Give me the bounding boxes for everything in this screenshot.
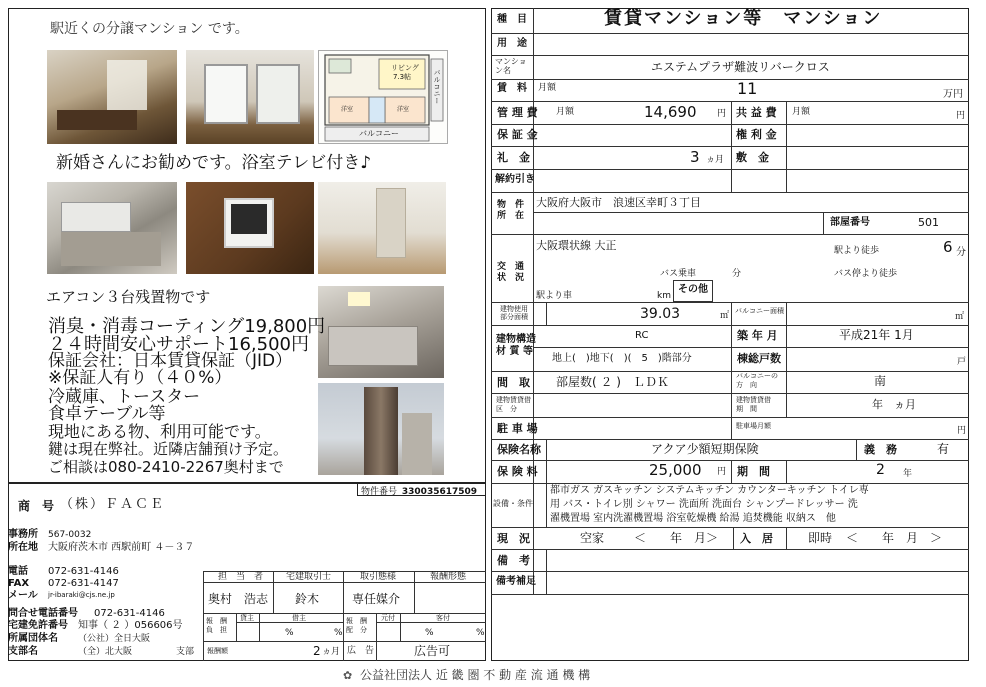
photo-kitchen (47, 182, 177, 274)
structure-value: RC (635, 330, 649, 341)
photo-floorplan (318, 50, 448, 144)
headline: 駅近くの分譲マンション です。 (50, 21, 249, 37)
rent-label: 賃 料 (497, 83, 527, 94)
note-line-2: ２４時間安心サポート16,500円 (48, 334, 309, 355)
fee-owner-label: 貸主 (240, 614, 254, 622)
walk-label: 駅より徒歩 (834, 246, 880, 256)
bus-walk-label: バス停より徒歩 (834, 269, 898, 279)
photo-window-room (186, 50, 314, 144)
floorplan-living: リビング (391, 64, 419, 72)
duty-value: 有 (937, 442, 950, 456)
floorplan-balcony-side: バルコニー (433, 69, 441, 104)
built-label: 築 年 月 (737, 329, 778, 342)
fee-amount-unit: ヵ月 (322, 647, 341, 657)
walk-minutes: 6 (943, 238, 953, 256)
other-label: その他 (678, 284, 708, 295)
assoc-name: （公社）全日大阪 (78, 634, 151, 644)
fee-amount: 2 (313, 644, 321, 658)
lease-period-label: 建物賃貸借 期 間 (736, 396, 771, 414)
parking-fee-label: 駐車場月額 (736, 422, 771, 430)
direction-label: バルコニーの 方 向 (736, 372, 778, 390)
branch-label: 支部名 (8, 646, 38, 657)
period-label: 期 間 (737, 465, 770, 478)
duty-label: 義 務 (864, 443, 897, 456)
walk-unit: 分 (956, 247, 966, 258)
note-line-3: 保証会社：日本賃貸保証（JID） (48, 351, 293, 371)
km-unit: km (657, 291, 671, 301)
remarks-label: 備 考 (497, 554, 530, 567)
agent-broker: 鈴木 (295, 592, 320, 606)
status-label: 現 況 (497, 532, 530, 545)
ins-fee-label: 保 険 料 (497, 465, 538, 478)
mgmt-value: 14,690 (644, 103, 697, 121)
floorplan-living-size: 7.3帖 (393, 73, 412, 81)
transport-label: 交 通 状 況 (497, 262, 525, 283)
structure-label: 建物構造 材 質 等 (496, 334, 536, 357)
area-unit: ㎡ (720, 311, 730, 321)
tel-label: 電話 (8, 566, 28, 577)
note-line-5: 冷蔵庫、トースター (48, 387, 201, 407)
footer-logo-icon: ✿ (343, 669, 353, 682)
ad-value: 広告可 (414, 644, 451, 658)
agent-fax: 072-631-4147 (48, 578, 119, 589)
room-no: 501 (918, 216, 939, 229)
type-label: 種 目 (497, 14, 527, 25)
note-line-1: 消臭・消毒コーティング19,800円 (48, 316, 326, 337)
tagline: 新婚さんにお勧めです。浴室テレビ付き♪ (56, 153, 372, 173)
agent-th-staff: 担 当 者 (218, 572, 264, 582)
assoc-label: 所属団体名 (8, 633, 58, 644)
reikin-label: 礼 金 (497, 151, 530, 164)
fee-tenant-label: 借主 (292, 614, 306, 622)
parking-yen: 円 (957, 426, 967, 436)
units-unit: 戸 (957, 357, 967, 367)
trade-name: （株）ＦＡＣＥ (60, 497, 166, 512)
movein-date: ＜ 年 月 ＞ (846, 531, 943, 545)
agent-deal-type: 専任媒介 (352, 592, 401, 606)
area-value: 39.03 (640, 306, 681, 322)
train-line: 大阪環状線 大正 (536, 239, 617, 252)
photo-bath-tv (186, 182, 314, 274)
ins-name: アクア少額短期保険 (651, 442, 759, 456)
lease-type-label: 建物賃貸借 区 分 (496, 396, 531, 414)
equipment-label: 設備・条件 (493, 499, 533, 508)
reikin-value: 3 (690, 148, 700, 166)
fee-burden-label: 報 酬 負 担 (206, 617, 227, 635)
postal-code: 567-0032 (48, 530, 92, 540)
license-number: 知事（ ２ ）056606号 (78, 620, 183, 631)
agent-tel: 072-631-4146 (48, 566, 119, 577)
equipment-line-1: 都市ガス ガスキッチン システムキッチン カウンターキッチン トイレ専 (550, 485, 869, 496)
photo-living-room (47, 50, 177, 144)
common-label: 共 益 費 (736, 106, 777, 119)
floorplan-room1: 洋室 (341, 106, 354, 113)
built-value: 平成21年 1月 (839, 328, 914, 342)
name-label: マンション名 (495, 57, 527, 75)
floorplan-room2: 洋室 (397, 106, 410, 113)
remarks2-label: 備考補足 (496, 576, 536, 587)
equipment-line-3: 濯機置場 室内洗濯機置場 浴室乾燥機 給湯 追焚機能 収納ス 他 (550, 513, 836, 524)
units-label: 棟総戸数 (737, 352, 781, 365)
layout-value: 部屋数( ２ ) ＬＤＫ (556, 375, 669, 389)
parking-label: 駐 車 場 (497, 422, 538, 435)
alloc-moto-pct: % (425, 628, 434, 638)
key-money-label: 権 利 金 (736, 128, 777, 141)
fee-alloc-label: 報 酬 配 分 (346, 617, 367, 635)
note-line-8: 鍵は現在弊社。近隣店舗預け予定。 (48, 440, 289, 458)
fee-tenant-pct: % (334, 628, 343, 638)
mail-label: メール (8, 590, 38, 601)
building-name: エステムプラザ難波リバークロス (651, 60, 830, 74)
bus-min-unit: 分 (732, 269, 742, 279)
agent-staff: 奥村 浩志 (208, 592, 269, 606)
layout-label: 間 取 (497, 376, 530, 389)
branch-name: （全）北大阪 (78, 647, 133, 657)
photo-hallway (318, 182, 446, 274)
balcony-area-unit: ㎡ (955, 312, 965, 322)
alloc-moto-label: 元付 (381, 614, 395, 622)
property-number: 330035617509 (401, 487, 478, 497)
footer-org: 公益社団法人 近 畿 圏 不 動 産 流 通 機 構 (360, 668, 591, 682)
photo-bathroom (318, 286, 444, 378)
agent-th-feetype: 報酬形態 (430, 572, 467, 582)
ins-fee-yen: 円 (717, 467, 727, 477)
license-label: 宅建免許番号 (8, 620, 68, 631)
fax-label: FAX (8, 578, 30, 589)
deposit-label: 保 証 金 (497, 128, 538, 141)
lease-period-value: 年 ヵ月 (872, 398, 916, 411)
alloc-kyaku-label: 客付 (436, 614, 450, 622)
fee-owner-pct: % (285, 628, 294, 638)
agent-address: 大阪府茨木市 西駅前町 ４－３７ (48, 542, 195, 553)
office-label: 事務所 (8, 529, 38, 540)
rent-unit: 万円 (943, 89, 963, 100)
rent-value: 11 (737, 79, 758, 98)
inquiry-label: 問合せ電話番号 (8, 608, 78, 619)
floorplan-balcony-bottom: バルコニー (359, 129, 399, 138)
period-unit: 年 (903, 469, 913, 479)
alloc-kyaku-pct: % (476, 628, 485, 638)
fee-amount-label: 報酬額 (207, 647, 228, 655)
kaiyaku-label: 解約引き (495, 174, 535, 185)
status-value: 空家 (580, 531, 605, 545)
agent-th-broker: 宅建取引士 (286, 572, 332, 582)
property-number-label: 物件番号 (361, 487, 398, 497)
aircon-note: エアコン３台残置物です (46, 288, 211, 306)
equipment-line-2: 用 バス・トイレ別 シャワー 洗面所 洗面台 シャンプードレッサー 洗 (550, 499, 858, 510)
mgmt-sub: 月額 (556, 107, 575, 117)
type-value: 賃貸マンション等 マンション (604, 8, 883, 29)
note-line-9: ご相談は080-2410-2267奥村まで (48, 458, 284, 476)
common-yen: 円 (956, 111, 966, 121)
agent-mail[interactable]: jr-ibaraki@cjs.ne.jp (48, 591, 115, 599)
direction-value: 南 (874, 374, 887, 388)
rent-sub: 月額 (538, 83, 557, 93)
ins-name-label: 保険名称 (497, 443, 541, 456)
branch-suffix: 支部 (176, 647, 195, 657)
balcony-area-label: バルコニー面積 (735, 307, 784, 315)
common-sub: 月額 (792, 107, 811, 117)
usage-label: 用 途 (497, 38, 527, 49)
ins-fee: 25,000 (649, 461, 702, 479)
note-line-6: 食卓テーブル等 (48, 404, 166, 424)
bus-label: バス乗車 (660, 269, 697, 279)
reikin-unit: ヵ月 (706, 155, 725, 165)
location-label: 物 件 所 在 (497, 200, 525, 221)
agent-th-dealtype: 取引態様 (360, 572, 397, 582)
status-date: ＜ 年 月＞ (634, 531, 719, 545)
location-value: 大阪府大阪市 浪速区幸町３丁目 (536, 196, 701, 209)
mgmt-label: 管 理 費 (497, 106, 538, 119)
floor-info: 地上( )地下( )( 5 )階部分 (552, 353, 692, 364)
shikikin-label: 敷 金 (736, 151, 769, 164)
period-value: 2 (876, 462, 885, 478)
mgmt-yen: 円 (717, 109, 727, 119)
inquiry-tel: 072-631-4146 (94, 608, 165, 619)
area-label: 建物使用 部分面積 (500, 305, 528, 322)
note-line-7: 現地にある物、利用可能です。 (48, 422, 271, 441)
ad-label: 広 告 (347, 646, 375, 656)
from-station-label: 駅より車 (536, 291, 573, 301)
movein-value: 即時 (808, 531, 833, 545)
trade-label: 商 号 (18, 499, 55, 513)
address-label: 所在地 (8, 542, 38, 553)
photo-building (318, 383, 444, 475)
movein-label: 入 居 (740, 532, 773, 545)
note-line-4: ※保証人有り（４０%） (48, 368, 232, 388)
room-no-label: 部屋番号 (830, 217, 870, 228)
